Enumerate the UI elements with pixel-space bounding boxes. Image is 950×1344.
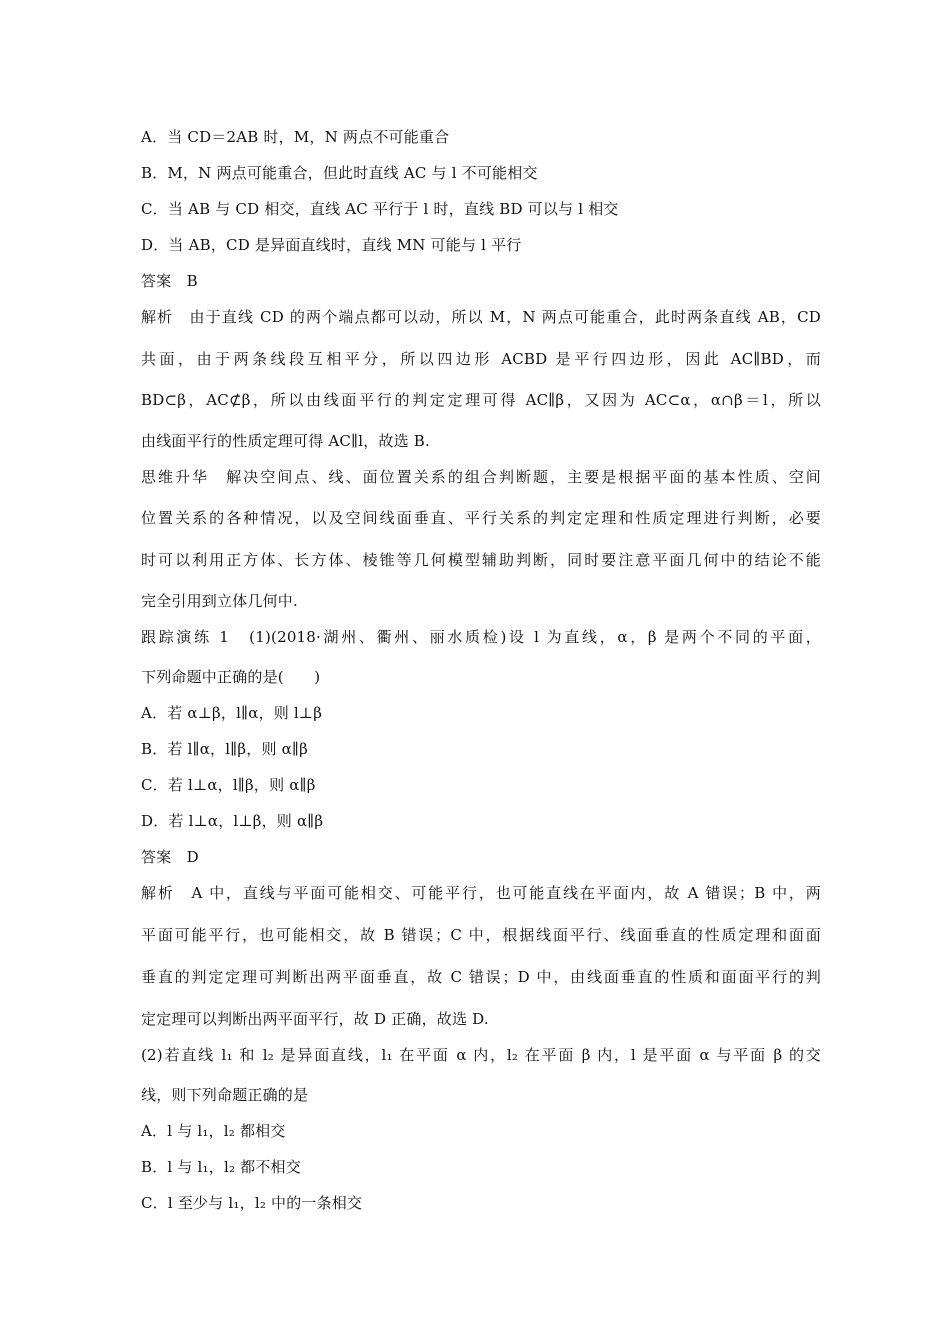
exercise-analysis-line-4: 定定理可以判断出两平面平行，故 D 正确，故选 D. <box>141 1010 489 1028</box>
question-2-option-c: C．l 至少与 l₁，l₂ 中的一条相交 <box>141 1194 363 1212</box>
analysis-line-4: 由线面平行的性质定理可得 AC∥l，故选 B. <box>141 432 430 450</box>
option-c-text: C．当 AB 与 CD 相交，直线 AC 平行于 l 时，直线 BD 可以与 l 相交 <box>141 200 619 218</box>
option-a-text: A．当 CD＝2AB 时，M，N 两点不可能重合 <box>141 128 450 146</box>
exercise-answer: 答案 D <box>141 848 199 866</box>
summary-line-1: 思维升华 解决空间点、线、面位置关系的组合判断题，主要是根据平面的基本性质、空间 <box>141 468 821 486</box>
exercise-analysis-line-1: 解析 A 中，直线与平面可能相交、可能平行，也可能直线在平面内，故 A 错误；B 中，两 <box>141 884 821 902</box>
exercise-analysis-line-2: 平面可能平行，也可能相交，故 B 错误；C 中，根据线面平行、线面垂直的性质定理和面面 <box>141 926 821 944</box>
exercise-option-b: B．若 l∥α，l∥β，则 α∥β <box>141 740 308 758</box>
summary-line-4: 完全引用到立体几何中. <box>141 592 298 610</box>
analysis-line-2: 共面，由于两条线段互相平分，所以四边形 ACBD 是平行四边形，因此 AC∥BD，而 <box>141 350 821 368</box>
summary-line-3: 时可以利用正方体、长方体、棱锥等几何模型辅助判断，同时要注意平面几何中的结论不能 <box>141 551 821 569</box>
exercise-line-2: 下列命题中正确的是( ) <box>141 668 321 686</box>
analysis-line-1: 解析 由于直线 CD 的两个端点都可以动，所以 M，N 两点可能重合，此时两条直线 AB，CD <box>141 308 821 326</box>
exercise-line-1: 跟踪演练 1 (1)(2018·湖州、衢州、丽水质检)设 l 为直线，α，β 是两个不同的平面， <box>141 628 821 646</box>
exercise-option-d: D．若 l⊥α，l⊥β，则 α∥β <box>141 812 324 830</box>
option-d-text: D．当 AB，CD 是异面直线时，直线 MN 可能与 l 平行 <box>141 236 522 254</box>
question-2-line-1: (2)若直线 l₁ 和 l₂ 是异面直线，l₁ 在平面 α 内，l₂ 在平面 β 内，l 是平面 α 与平面 β 的交 <box>141 1046 821 1064</box>
option-b-text: B．M，N 两点可能重合，但此时直线 AC 与 l 不可能相交 <box>141 164 538 182</box>
analysis-line-3: BD⊂β，AC⊄β，所以由线面平行的判定定理可得 AC∥β，又因为 AC⊂α，α∩β＝l，所以 <box>141 391 821 409</box>
summary-line-2: 位置关系的各种情况，以及空间线面垂直、平行关系的判定定理和性质定理进行判断，必要 <box>141 509 821 527</box>
answer-text: 答案 B <box>141 272 198 290</box>
exercise-option-a: A．若 α⊥β，l∥α，则 l⊥β <box>141 704 323 722</box>
question-2-line-2: 线，则下列命题正确的是 <box>141 1086 309 1104</box>
exercise-option-c: C．若 l⊥α，l∥β，则 α∥β <box>141 776 316 794</box>
question-2-option-a: A．l 与 l₁，l₂ 都相交 <box>141 1122 286 1140</box>
question-2-option-b: B．l 与 l₁，l₂ 都不相交 <box>141 1158 301 1176</box>
exercise-analysis-line-3: 垂直的判定定理可判断出两平面垂直，故 C 错误；D 中，由线面垂直的性质和面面平行的判 <box>141 968 821 986</box>
